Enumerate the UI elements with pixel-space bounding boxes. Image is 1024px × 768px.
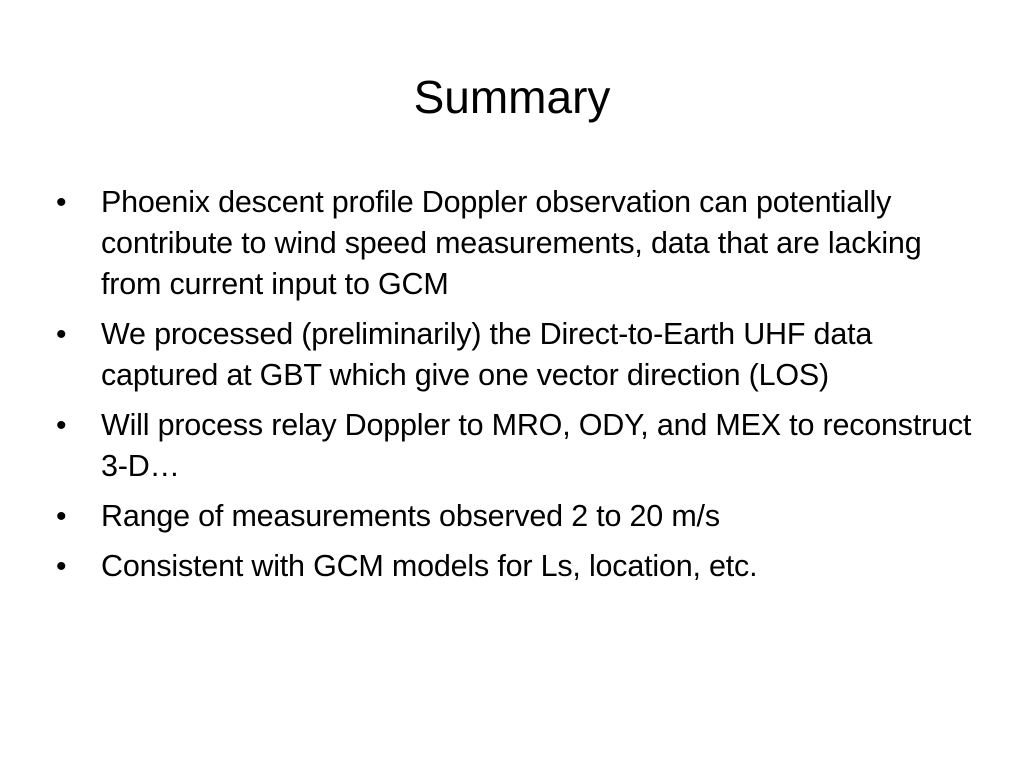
- bullet-item: [56, 314, 976, 396]
- bullet-item: [56, 405, 976, 487]
- slide-title: Summary: [413, 71, 611, 123]
- bullet-list: [56, 182, 976, 596]
- bullet-icon: •: [56, 186, 67, 219]
- bullet-icon: •: [56, 500, 67, 533]
- bullet-item: [56, 496, 976, 537]
- bullet-text: We processed (preliminarily) the Direct-to-Earth UHF data captured at GBT which give one vector direction (LOS): [101, 317, 873, 392]
- bullet-text: Phoenix descent profile Doppler observation can potentially contribute to wind speed measurements, data that are lacking from current input to GCM: [101, 185, 922, 301]
- bullet-item: [56, 546, 976, 587]
- bullet-icon: •: [56, 550, 67, 583]
- bullet-icon: •: [56, 409, 67, 442]
- bullet-item: [56, 182, 976, 305]
- bullet-icon: •: [56, 318, 67, 351]
- bullet-text: Will process relay Doppler to MRO, ODY, and MEX to reconstruct 3-D…: [101, 408, 972, 483]
- bullet-text: Range of measurements observed 2 to 20 m/s: [101, 499, 720, 533]
- bullet-text: Consistent with GCM models for Ls, location, etc.: [101, 549, 758, 583]
